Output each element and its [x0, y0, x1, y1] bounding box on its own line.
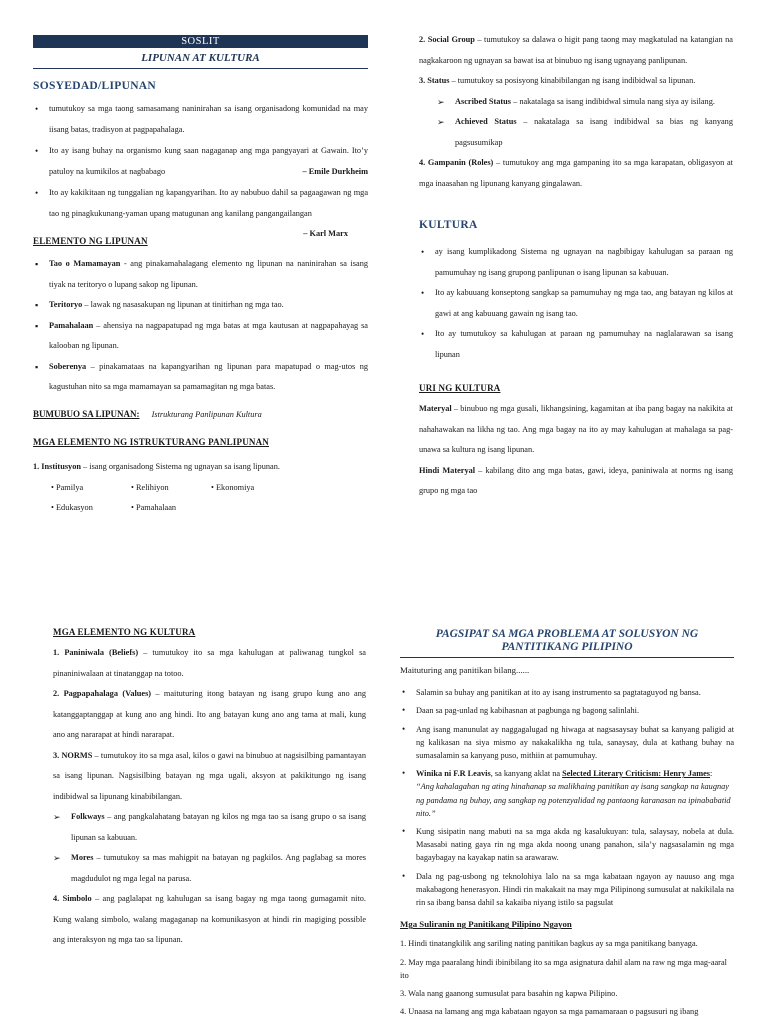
elemento-list	[33, 254, 368, 398]
bumubuo-label: BUMUBUO SA LIPUNAN:	[33, 408, 140, 419]
pagsipat-title-divider	[400, 657, 734, 658]
simbolo-paragraph	[53, 889, 366, 951]
gampanin-term: 4. Gampanin (Roles)	[419, 158, 494, 167]
norms-item	[35, 807, 366, 848]
norms-item	[35, 848, 366, 889]
left-bottom-column	[53, 625, 366, 951]
paniniwala-def: – tumutukoy ito sa mga kahulugan at paliwanag tungkol sa pinaniniwalaan at tinatanggap na totoo.	[53, 648, 366, 678]
materyal-def: – binubuo ng mga gusali, likhangsining, kagamitan at iba pang bagay na nakikita at nahahawakan na likha ng tao. Ang mga bagay na ito ay may kahulugan at mahalaga sa pag-unawa sa kultura ng isang lipunan.	[419, 404, 733, 454]
norms-item-def: – ang pangkalahatang batayan ng kilos ng mga tao sa isang grupo o sa isang lipunan sa kabuuan.	[71, 812, 366, 842]
simbolo-def: – ang paglalapat ng kahulugan sa isang bagay ng mga taong gumagamit nito. Kung walang simbolo, walang magaganap na komunikasyon at hindi rin magiging possible ang interaksyon ng mga tao sa lipunan.	[53, 894, 366, 944]
right-bottom-column	[400, 664, 734, 1023]
pagsipat-item-text: Daan sa pag-unlad ng kabihasnan at pagbunga ng bagong salinlahi.	[416, 706, 640, 716]
sosyedad-item	[33, 141, 368, 182]
status-item	[419, 92, 733, 113]
page-subtitle: LIPUNAN AT KULTURA	[33, 48, 368, 69]
hindi-materyal-term: Hindi Materyal	[419, 465, 476, 475]
institusyon-line	[33, 457, 368, 478]
suliranin-heading: Mga Suliranin ng Panitikang Pilipino Ngayon	[400, 919, 572, 930]
pagsipat-item-text: Dala ng pag-usbong ng teknolohiya lalo na sa mga kabataan ngayon ay nauuso ang mga makabagong henerasyon. Hindi rin makakait na may mga Pilipinong sumusulat at nakikilala na rin sa ibang bansa dahil sa kakaiba niyang istilo sa pagsulat	[416, 871, 734, 908]
norms-item-term: Mores	[71, 853, 94, 862]
leavis-item: • Winika ni F.R Leavis, sa kanyang aklat na Selected Literary Criticism: Henry James: “Ang kahalagahan ng ating hinahanap sa malikhaing panitikan ay isang sangkap na kaugnay ng pandama ng buhay, ang sangkap ng potenzyalidad ng pantaong karanasan na ipinababatid nito.”	[400, 767, 734, 820]
status-list	[419, 92, 733, 154]
kultura-item	[419, 283, 733, 324]
institusyon-def: – isang organisadong Sistema ng ugnayan sa isang lipunan.	[80, 462, 280, 471]
sosyedad-item-text: Ito ay kakikitaan ng tunggalian ng kapangyarihan. Ito ay nabubuo dahil sa pagaagawan ng mga tao ng pinagkukunang-yaman upang matugunan ang kanilang pangangailangan	[49, 188, 368, 218]
pagsipat-item	[400, 686, 734, 699]
pagpapahalaga-def: – maituturing itong batayan ng isang grupo kung ano ang katanggaptanggap at kung ano ang hindi. Ito ang batayan kung ano ang tama at mali, kung ano ang nararapat at hindi nararapat.	[53, 689, 366, 739]
norms-term: 3. NORMS	[53, 750, 93, 760]
kultura-item	[419, 324, 733, 365]
elemento-item	[33, 295, 368, 316]
left-top-column	[33, 35, 368, 519]
sosyedad-heading: SOSYEDAD/LIPUNAN	[33, 80, 157, 92]
pagsipat-item	[400, 704, 734, 717]
simbolo-term: 4. Simbolo	[53, 894, 92, 903]
elemento-item	[33, 254, 368, 295]
norms-paragraph	[53, 746, 366, 808]
bumubuo-value: Istrukturang Panlipunan Kultura	[151, 409, 262, 419]
paniniwala-paragraph	[53, 643, 366, 684]
elemento-def: - ang pinakamahalagang elemento ng lipunan na naninirahan sa isang tiyak na teritoryo o lupang sakop ng lipunan.	[49, 259, 368, 289]
pagsipat-title: PAGSIPAT SA MGA PROBLEMA AT SOLUSYON NG PANTITIKANG PILIPINO	[435, 628, 699, 653]
sosyedad-item-text: Ito ay isang buhay na organismo kung saan nagaganap ang mga pangyayari at Gawain. Ito’y patuloy na kumikilos at nagbabago	[49, 146, 368, 176]
suliranin-list	[400, 937, 734, 1018]
social-group-term: 2. Social Group	[419, 35, 475, 44]
bumubuo-line	[33, 404, 368, 426]
pagsipat-item	[400, 723, 734, 763]
institusyon-item: • Relihiyon	[131, 482, 169, 492]
pagsipat-item	[400, 825, 734, 865]
istruktura-heading: MGA ELEMENTO NG ISTRUKTURANG PANLIPUNAN	[33, 437, 269, 447]
status-item-term: Achieved Status	[455, 117, 517, 126]
elemento-kultura-heading: MGA ELEMENTO NG KULTURA	[53, 627, 196, 637]
pagsipat-item-text: Kung sisipatin nang mabuti na sa mga akda ng kasalukuyan: tula, salaysay, nobela at dula. Masasabi nating gaya rin ng mga akda noong unang panahon, sila’y nagsasalamin ng mga bagaybagay na kayakap natin sa arawaraw.	[416, 827, 734, 863]
pagsipat-item-text: Salamin sa buhay ang panitikan at ito ay isang instrumento sa pagtataguyod ng bansa.	[416, 688, 701, 698]
elemento-term: Teritoryo	[49, 300, 83, 309]
suliranin-item: 1. Hindi tinatangkilik ang sariling nating panitikan bagkus ay sa mga panitikang banyaga.	[400, 939, 698, 949]
leavis-connector: , sa kanyang aklat na	[490, 769, 563, 779]
leavis-book-title: Selected Literary Criticism: Henry James	[562, 769, 711, 779]
elemento-def: – lawak ng nasasakupan ng lipunan at tinitirhan ng mga tao.	[82, 300, 284, 309]
kultura-list	[419, 242, 733, 365]
status-item	[419, 112, 733, 153]
pagpapahalaga-paragraph	[53, 684, 366, 746]
suliranin-item: 2. May mga paaralang hindi ibinibilang ito sa mga asignatura dahil alam na raw ng mga mag-aaral ito	[400, 957, 727, 980]
norms-def: – tumutukoy ito sa mga asal, kilos o gawi na binubuo at nagsisilbing pamantayan sa isang lipunan. Nagsisilbing batayan ng mga ugali, aksyon at pakikitungo ng isang indibidwal sa lipunang kinabibilangan.	[53, 750, 366, 801]
quote-author: – Karl Marx	[303, 229, 348, 238]
pagpapahalaga-term: 2. Pagpapahalaga (Values)	[53, 689, 152, 698]
kultura-item-text: Ito ay tumutukoy sa kahulugan at paraan ng pamumuhay na naglalarawan sa isang lipunan	[435, 329, 733, 359]
norms-item-term: Folkways	[71, 812, 105, 821]
social-group-def: – tumutukoy sa dalawa o higit pang taong may magkatulad na katangian na nagkakaroon ng ugnayan sa bawat isa at binubuo ng isang ugnayang panlipunan.	[419, 35, 733, 65]
course-banner: SOSLIT	[33, 35, 368, 48]
leavis-author: Winika ni F.R Leavis	[416, 769, 491, 779]
status-def: – tumutukoy sa posisyong kinabibilangan ng isang indibidwal sa lipunan.	[449, 76, 696, 85]
gampanin-def: – tumutukoy ang mga gampaning ito sa mga karapatan, obligasyon at mga inaasahan ng lipunang kanyang gingalawan.	[419, 158, 733, 188]
kultura-heading: KULTURA	[419, 219, 478, 231]
status-paragraph	[419, 71, 733, 92]
sosyedad-item	[33, 183, 368, 238]
institusyon-item: • Pamilya	[51, 482, 84, 492]
status-item-def: – nakatalaga sa isang indibidwal sa bias ng kanyang pagsusumikap	[455, 117, 733, 147]
institusyon-term: 1. Institusyon	[33, 462, 81, 471]
hindi-materyal-def: – kabilang dito ang mga batas, gawi, ideya, paniniwala at norms ng isang grupo ng mga tao	[419, 465, 733, 495]
institusyon-item: • Ekonomiya	[211, 482, 255, 492]
materyal-term: Materyal	[419, 404, 452, 413]
gampanin-paragraph	[419, 153, 733, 194]
elemento-term: Pamahalaan	[49, 320, 94, 330]
kultura-item-text: Ito ay kabuuang konseptong sangkap sa pamumuhay ng mga tao, ang batayan ng kilos at gawi at ang kabuuang gawain ng isang tao.	[435, 288, 733, 318]
right-top-column	[419, 30, 733, 502]
pagsipat-intro: Maituturing ang panitikan bilang......	[400, 665, 530, 675]
leavis-quote: “Ang kahalagahan ng ating hinahanap sa malikhaing panitikan ay isang sangkap na kaugnay ng pandama ng buhay, ang sangkap ng potenzyalidad ng pantaong karanasan na ipinababatid nito.”	[416, 782, 731, 818]
pagsipat-list	[400, 686, 734, 909]
elemento-item	[33, 357, 368, 398]
elemento-def: – pinakamataas na kapangyarihan ng lipunan para mapatupad o mag-utos ng kagustuhan nito sa mga mamamayan sa pamamagitan ng mga batas.	[49, 361, 368, 391]
institusyon-list	[33, 478, 368, 519]
norms-list	[35, 807, 366, 889]
institusyon-item: • Pamahalaan	[131, 503, 177, 512]
sosyedad-item	[33, 99, 368, 140]
sosyedad-item-text: tumutukoy sa mga taong samasamang naninirahan sa isang organisadong komunidad na may iisang batas, tradisyon at pagpapahalaga.	[49, 104, 368, 134]
social-group-paragraph	[419, 30, 733, 71]
pagsipat-item	[400, 870, 734, 910]
norms-item-def: – tumutukoy sa mas mahigpit na batayan ng pagkilos. Ang paglabag sa mores magdudulot ng mga legal na parusa.	[71, 853, 366, 883]
elemento-term: Soberenya	[49, 361, 87, 371]
suliranin-item: 3. Wala nang gaanong sumusulat para basahin ng kapwa Pilipino.	[400, 989, 618, 999]
elemento-def: – ahensiya na nagpapatupad ng mga batas at mga kautusan at nagpapahayag sa kalooban ng lipunan.	[49, 320, 368, 350]
kultura-item	[419, 242, 733, 283]
suliranin-item: 4. Unaasa na lamang ang mga kabataan ngayon sa mga pamamaraan o pagsusuri ng ibang	[400, 1007, 699, 1017]
elemento-heading: ELEMENTO NG LIPUNAN	[33, 236, 148, 246]
uri-heading: URI NG KULTURA	[419, 383, 501, 393]
status-item-term: Ascribed Status	[455, 96, 512, 106]
materyal-paragraph	[419, 399, 733, 461]
paniniwala-term: 1. Paniniwala (Beliefs)	[53, 648, 139, 657]
elemento-item	[33, 316, 368, 357]
hindi-materyal-paragraph	[419, 461, 733, 502]
pagsipat-item-text: Ang isang manunulat ay naggagalugad ng hiwaga at nagsasaysay buhat sa kanyang paligid at ng kalikasan na siya mismo ay nakakalikha ng tula, sanaysay, dula at kathang buhay na sumasalamin sa kanyang puso, mithiin at pamumuhay.	[416, 724, 734, 761]
status-item-def: – nakatalaga sa isang indibidwal simula nang siya ay isilang.	[511, 96, 715, 106]
elemento-term: Tao o Mamamayan	[49, 259, 121, 268]
kultura-item-text: ay isang kumplikadong Sistema ng ugnayan na nagbibigay kahulugan sa paraan ng pamumuhay ng isang grupong panlipunan o isang lipunan sa kabuuan.	[435, 247, 733, 277]
quote-author: – Emile Durkheim	[302, 166, 368, 176]
sosyedad-list	[33, 99, 368, 238]
institusyon-item: • Edukasyon	[51, 503, 93, 512]
status-term: 3. Status	[419, 76, 450, 85]
